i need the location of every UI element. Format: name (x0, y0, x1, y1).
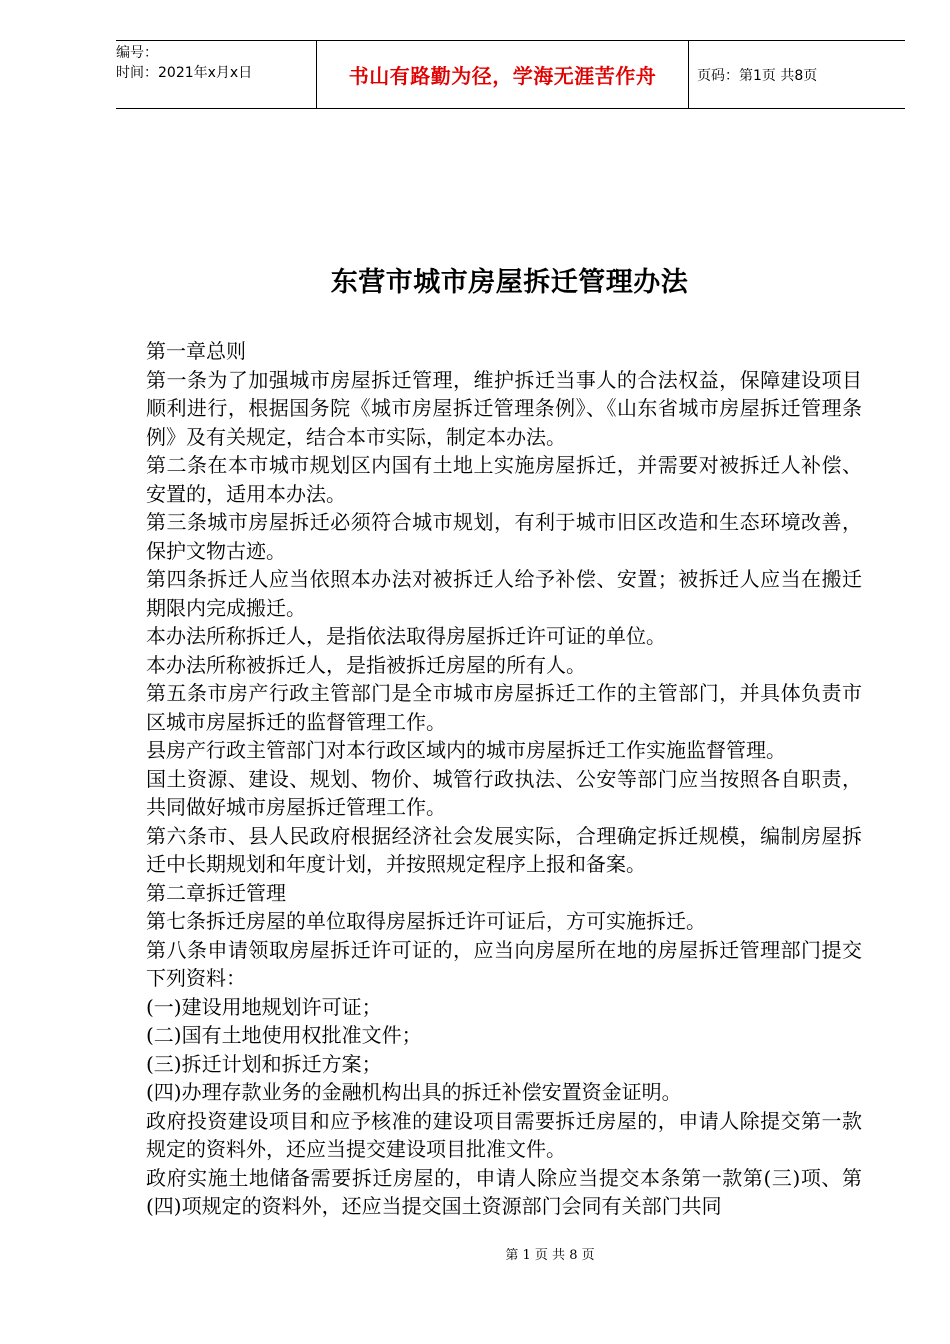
page-header (116, 40, 905, 109)
paragraph: 本办法所称拆迁人，是指依法取得房屋拆迁许可证的单位。 (146, 624, 666, 648)
header-page-info: 页码：第1页 共8页 (697, 67, 818, 84)
paragraph: 第一章总则 (146, 339, 246, 363)
header-info (116, 41, 316, 108)
paragraph: (二)国有土地使用权批准文件； (146, 1023, 422, 1047)
paragraph: (三)拆迁计划和拆迁方案； (146, 1051, 382, 1076)
document-time-label: 时间：2021年x月x日 (116, 65, 253, 81)
paragraph: 第七条拆迁房屋的单位取得房屋拆迁许可证后，方可实施拆迁。 (146, 909, 706, 933)
paragraph: 县房产行政主管部门对本行政区域内的城市房屋拆迁工作实施监督管理。 (146, 738, 786, 762)
document-number-label: 编号： (116, 45, 158, 61)
paragraph: (一)建设用地规划许可证； (146, 994, 382, 1019)
paragraph: 第四条拆迁人应当依照本办法对被拆迁人给予补偿、安置；被拆迁人应当在搬迁期限内完成搬迁。 (146, 567, 862, 620)
header-motto: 书山有路勤为径，学海无涯苦作舟 (316, 41, 689, 108)
paragraph: 第二章拆迁管理 (146, 880, 286, 905)
paragraph: 第二条在本市城市规划区内国有土地上实施房屋拆迁，并需要对被拆迁人补偿、安置的，适用本办法。 (146, 453, 862, 506)
paragraph: 第五条市房产行政主管部门是全市城市房屋拆迁工作的主管部门，并具体负责市区城市房屋拆迁的监督管理工作。 (146, 681, 862, 734)
document-body (146, 337, 862, 1221)
paragraph: 本办法所称被拆迁人，是指被拆迁房屋的所有人。 (146, 652, 586, 677)
page-footer: 第 1 页 共 8 页 (505, 1248, 595, 1263)
paragraph: 第六条市、县人民政府根据经济社会发展实际，合理确定拆迁规模，编制房屋拆迁中长期规划和年度计划，并按照规定程序上报和备案。 (146, 823, 862, 876)
paragraph: 政府实施土地储备需要拆迁房屋的，申请人除应当提交本条第一款第(三)项、第(四)项规定的资料外，还应当提交国土资源部门会同有关部门共同 (146, 1165, 862, 1218)
paragraph: 第一条为了加强城市房屋拆迁管理，维护拆迁当事人的合法权益，保障建设项目顺利进行，根据国务院《城市房屋拆迁管理条例》、《山东省城市房屋拆迁管理条例》及有关规定，结合本市实际，制定本办法。 (146, 367, 862, 449)
document-title: 东营市城市房屋拆迁管理办法 (330, 267, 689, 298)
paragraph: 国土资源、建设、规划、物价、城管行政执法、公安等部门应当按照各自职责，共同做好城市房屋拆迁管理工作。 (146, 766, 862, 819)
paragraph: 政府投资建设项目和应予核准的建设项目需要拆迁房屋的，申请人除提交第一款规定的资料外，还应当提交建设项目批准文件。 (146, 1108, 862, 1161)
paragraph: 第三条城市房屋拆迁必须符合城市规划，有利于城市旧区改造和生态环境改善，保护文物古迹。 (146, 510, 862, 563)
paragraph: (四)办理存款业务的金融机构出具的拆迁补偿安置资金证明。 (146, 1080, 682, 1104)
paragraph: 第八条申请领取房屋拆迁许可证的，应当向房屋所在地的房屋拆迁管理部门提交下列资料： (146, 937, 862, 990)
